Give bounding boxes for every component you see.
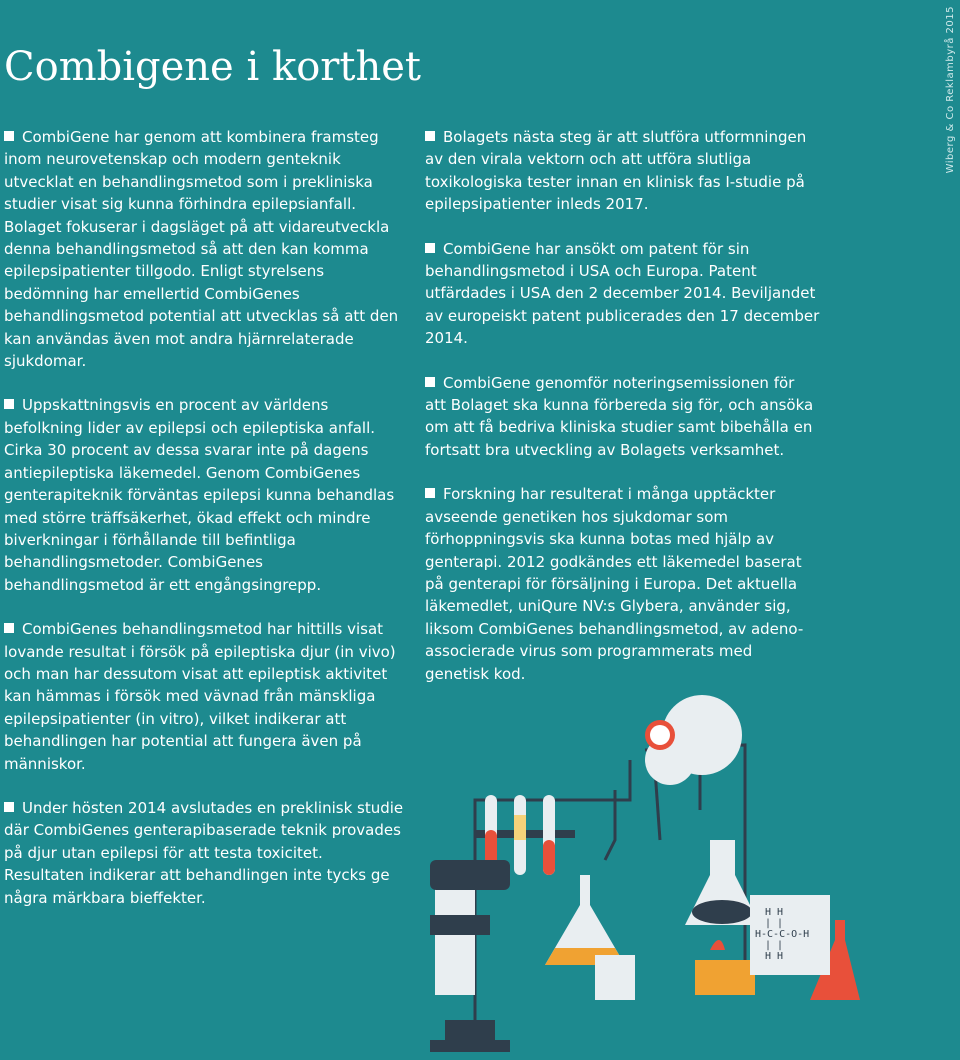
right-column [425,126,820,707]
paragraph [4,394,404,596]
bullet-square-icon [425,131,435,141]
formula-row: | | [765,918,784,929]
bullet-square-icon [4,802,14,812]
paragraph [4,126,404,372]
bullet-square-icon [4,131,14,141]
paragraph-text: Uppskattningsvis en procent av världens befolkning lider av epilepsi och epileptiska anfall. Cirka 30 procent av dessa svarar inte på dagens antiepileptiska läkemedel. Genom CombiGenes genterapiteknik förväntas epilepsi kunna behandlas med större träffsäkerhet, ökad effekt och mindre biverkningar i förhållande till befintliga behandlingsmetoder. CombiGenes behandlingsmetod är ett engångsingrepp. [4,396,395,594]
left-column [4,126,404,931]
formula-row: H H [765,951,784,962]
formula-row: | | [765,940,784,951]
page-title: Combigene i korthet [4,44,421,90]
paragraph [4,618,404,775]
paragraph-text: CombiGenes behandlingsmetod har hittills visat lovande resultat i försök på epileptiska djur (in vivo) och man har dessutom visat att epileptisk aktivitet kan hämmas i försök med vävnad från mänskliga epilepsipatienter (in vitro), vilket indikerar att behandlingen har potential att fungera även på människor. [4,620,396,773]
bullet-square-icon [4,623,14,633]
paragraph [425,372,820,462]
lab-equipment-illustration [430,690,960,1060]
bullet-square-icon [425,488,435,498]
paragraph-text: CombiGene genomför noteringsemissionen för att Bolaget ska kunna förbereda sig för, och ansöka om att få bedriva kliniska studier samt bibehålla en fortsatt bra utveckling av Bolagets verksamhet. [425,373,814,459]
round-flasks [645,695,742,785]
bullet-square-icon [4,399,14,409]
formula-board [750,895,830,975]
formula-row: H H [765,907,784,918]
paragraph-text: Under hösten 2014 avslutades en preklinisk studie där CombiGenes genterapibaserade teknik provades på djur utan epilepsi för att testa toxicitet. Resultaten indikerar att behandlingen inte tycks ge några märkbara bieffekter. [4,798,404,907]
bullet-square-icon [425,243,435,253]
credit-text: Wiberg & Co Reklambyrå 2015 [945,6,956,174]
formula-row: H-C-C-O-H [755,929,810,940]
beaker-and-burner [595,940,755,1000]
bullet-square-icon [425,377,435,387]
paragraph-text: CombiGene har genom att kombinera framsteg inom neurovetenskap och modern genteknik utvecklat en behandlingsmetod som i prekliniska studier visat sig kunna förhindra epilepsianfall. Bolaget fokuserar i dagsläget på att vidareutveckla denna behandlingsmetod så att den kan komma epilepsipatienter tillgodo. Enligt styrelsens bedömning har emellertid CombiGenes behandlingsmetod potential att utvecklas så att den kan användas även mot andra hjärnrelaterade sjukdomar. [4,128,399,371]
paragraph-text: Forskning har resulterat i många upptäckter avseende genetiken hos sjukdomar som förhoppningsvis ska kunna botas med hjälp av genterapi. 2012 godkändes ett läkemedel baserat på genterapi för försäljning i Europa. Det aktuella läkemedlet, uniQure NV:s Glybera, använder sig, liksom CombiGenes behandlingsmetod, av adeno-associerade virus som programmerats med genetisk kod. [425,485,804,683]
paragraph-text: CombiGene har ansökt om patent för sin behandlingsmetod i USA och Europa. Patent utfärdades i USA den 2 december 2014. Beviljandet av europeiskt patent publicerades den 17 december 2014. [425,239,820,348]
paragraph [425,483,820,685]
paragraph-text: Bolagets nästa steg är att slutföra utformningen av den virala vektorn och att utföra slutliga toxikologiska tester innan en klinisk fas I-studie på epilepsipatienter inleds 2017. [425,128,807,214]
paragraph [425,238,820,350]
paragraph [425,126,820,216]
lab-machine [430,860,510,1052]
paragraph [4,797,404,909]
